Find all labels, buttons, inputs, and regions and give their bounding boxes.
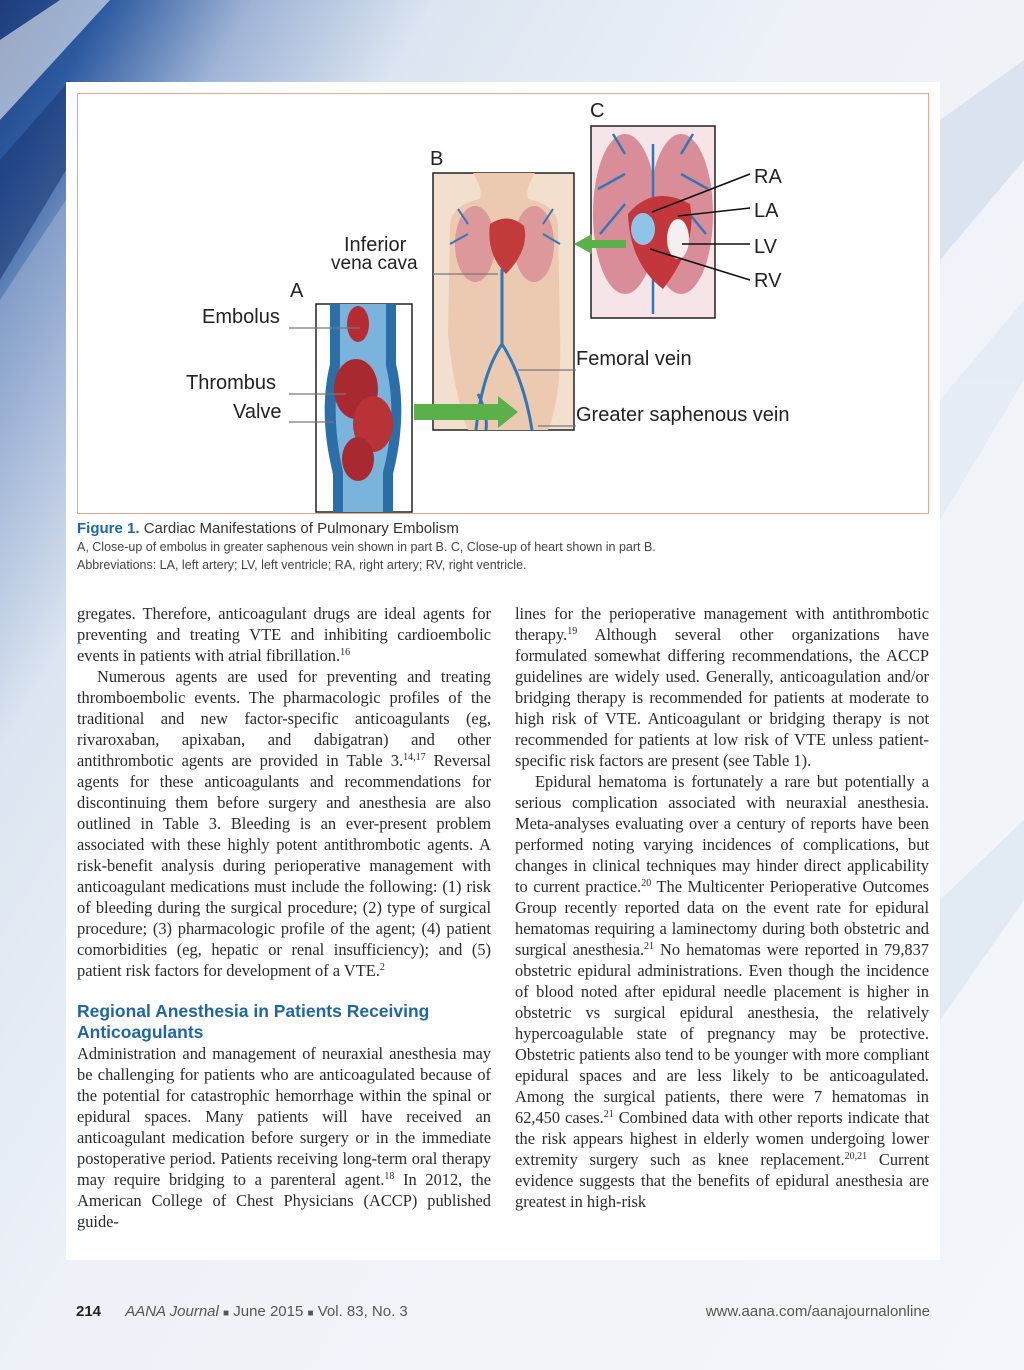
label-saphenous-vein: Greater saphenous vein	[576, 404, 790, 426]
journal-url-link[interactable]: www.aana.com/aanajournalonline	[705, 1303, 930, 1320]
journal-page	[66, 82, 940, 1260]
left-column	[77, 603, 491, 1232]
page-number: 214	[76, 1303, 102, 1320]
label-b: B	[430, 148, 444, 170]
figure-number: Figure 1.	[77, 520, 140, 537]
atrium-c	[631, 213, 655, 245]
right-paragraph-2: Epidural hematoma is fortunately a rare but potentially a serious complication associated with neuraxial anesthesia. Meta-analyses evaluating over a century of reports have been performed noting varying incidences of complications, but changes in clinical techniques may hinder direct applicability to current practice.$^{20}$ The Multicenter Perioperative Outcomes Group recently reported data on the event rate for epidural hematomas requiring a laminectomy during both obstetric and surgical anesthesia.$^{21}$ No hematomas were reported in 79,837 obstetric epidural administrations. Even though the incidence of blood noted after epidural needle placement is higher in obstetric vs surgical epidural anesthesia, the relatively hypercoagulable state of pregnancy may be protective. Obstetric patients also tend to be younger with more compliant epidural spaces and are less likely to be anticoagulated. Among the surgical patients, there were 7 hematomas in 62,450 cases.$^{21}$ Combined data with other reports indicate that the risk appears highest in elderly women undergoing lower extremity surgery such as knee replacement.$^{20,21}$ Current evidence suggests that the benefits of epidural anesthesia are greatest in high-risk	[515, 772, 930, 1211]
citation: 16	[340, 647, 351, 658]
separator: ■	[223, 1308, 230, 1319]
volume: Vol. 83, No. 3	[317, 1303, 408, 1320]
ventricle-c	[667, 219, 689, 259]
separator: ■	[307, 1308, 314, 1319]
label-la: LA	[754, 200, 779, 222]
figure-illustration	[78, 94, 930, 515]
caption-line-2: Abbreviations: LA, left artery; LV, left ventricle; RA, right artery; RV, right ventricle.	[77, 558, 527, 572]
citation: 20,21	[844, 1151, 868, 1162]
citation: 14,17	[403, 752, 426, 763]
label-a: A	[290, 280, 304, 302]
label-femoral-vein: Femoral vein	[576, 348, 692, 370]
figure-title: Cardiac Manifestations of Pulmonary Embolism	[143, 520, 459, 537]
citation: 20	[641, 878, 652, 889]
citation: 21	[603, 1109, 614, 1120]
section-heading: Regional Anesthesia in Patients Receiving Anticoagulants	[77, 1001, 430, 1042]
label-c: C	[590, 100, 605, 122]
thrombus-shape-3	[342, 437, 374, 481]
citation: 2	[379, 962, 385, 973]
label-rv: RV	[754, 270, 782, 292]
label-lv: LV	[754, 236, 777, 258]
label-thrombus: Thrombus	[186, 372, 277, 394]
citation: 18	[384, 1171, 395, 1182]
citation: 21	[644, 941, 655, 952]
journal-name: AANA Journal	[125, 1303, 219, 1320]
embolus-shape	[347, 306, 369, 342]
right-paragraph-1: lines for the perioperative management with antithrombotic therapy.$^{19}$ Although several other organizations have formulated somewhat differing recommendations, the ACCP guidelines are widely used. Generally, anticoagulation and/or bridging therapy is recommended for patients at moderate to high risk of VTE. Anticoagulant or bridging therapy is not recommended for patients at low risk of VTE unless patient-specific risk factors are present (see Table 1).	[515, 604, 929, 770]
left-paragraph-3: Administration and management of neuraxial anesthesia may be challenging for patients who are anticoagulated because of the potential for catastrophic hemorrhage within the spinal or epidural spaces. Many patients will have received an anticoagulant medication before surgery or in the immediate postoperative period. Patients receiving long-term oral therapy may require bridging to a parenteral agent.$^{18}$ In 2012, the American College of Chest Physicians (ACCP) published guide-	[77, 1044, 491, 1231]
left-paragraph-1: gregates. Therefore, anticoagulant drugs are ideal agents for preventing and treating VTE and inhibiting cardioembolic events in patients with atrial fibrillation.$^{16}$	[77, 604, 491, 665]
left-paragraph-2: Numerous agents are used for preventing and treating thromboembolic events. The pharmacologic profiles of the traditional and new factor-specific anticoagulants (eg, rivaroxaban, apixaban, and dabigatran) and other antithrombotic agents are provided in Table 3.$^{14,17}$ Reversal agents for these anticoagulants and recommendations for discontinuing them before surgery and anesthesia are also outlined in Table 3. Bleeding is an ever-present problem associated with these highly potent antithrombotic agents. A risk-benefit analysis during perioperative management with anticoagulant medications must include the following: (1) risk of bleeding during the surgical procedure; (2) type of surgical procedure; (3) pharmacologic profile of the agent; (4) patient comorbidities (eg, hepatic or renal insufficiency); and (5) patient risk factors for development of a VTE.$^2$	[77, 667, 491, 980]
figure-caption	[77, 520, 929, 574]
caption-line-1: A, Close-up of embolus in greater saphenous vein shown in part B. C, Close-up of heart shown in part B.	[77, 540, 656, 554]
label-embolus: Embolus	[202, 306, 280, 328]
issue-date: June 2015	[233, 1303, 304, 1320]
citation: 19	[567, 626, 578, 637]
label-vena-cava: vena cava	[331, 253, 418, 274]
left-lung-b	[455, 206, 495, 282]
label-ra: RA	[754, 166, 782, 188]
label-inferior: Inferior	[344, 234, 407, 256]
figure-1	[77, 93, 929, 514]
right-column	[515, 603, 929, 1212]
label-valve: Valve	[233, 401, 282, 423]
page-footer	[76, 1303, 930, 1325]
